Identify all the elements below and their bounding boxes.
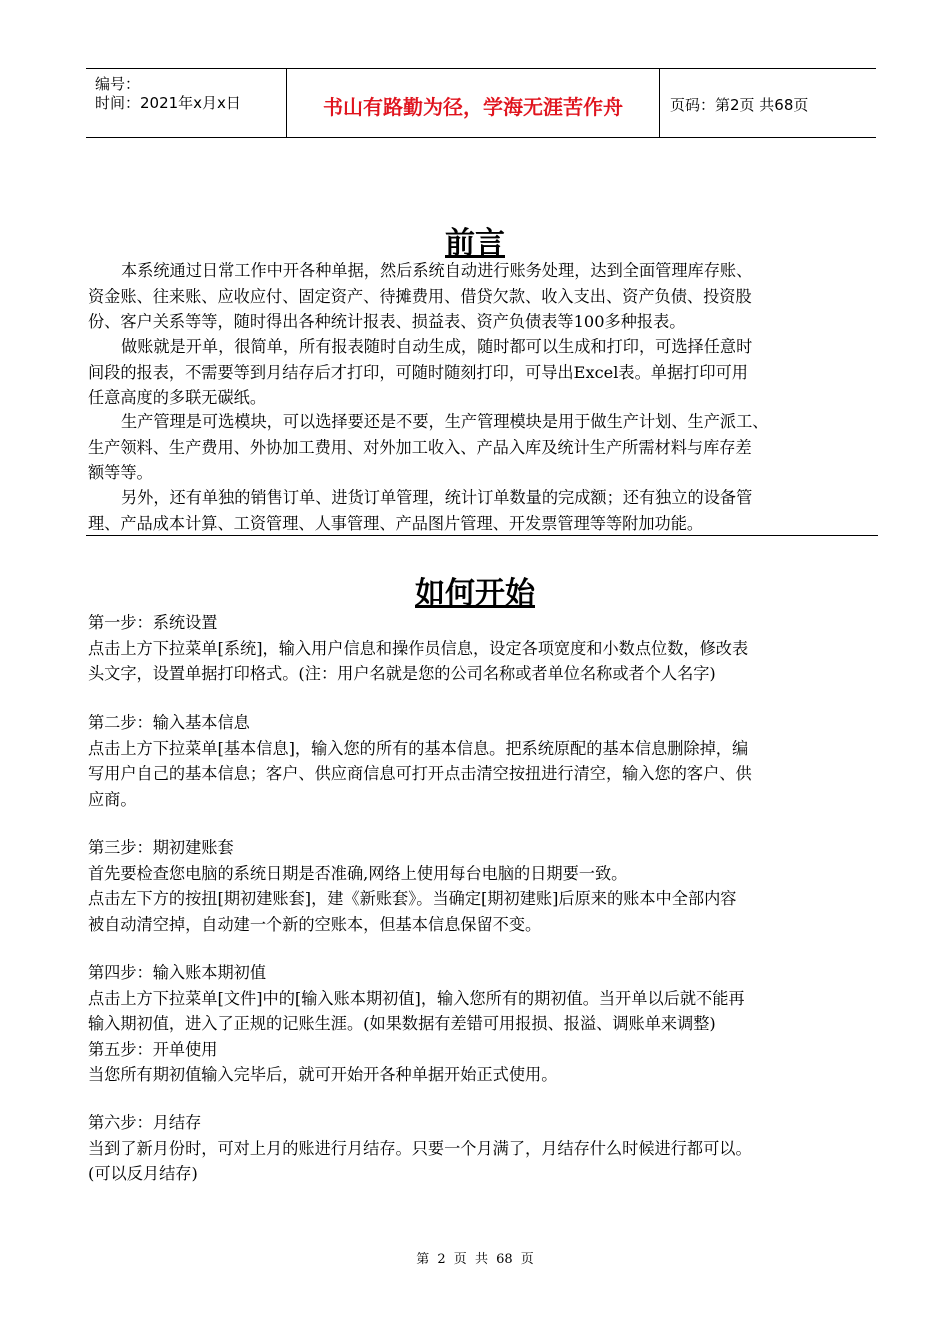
text-line: 点击上方下拉菜单[基本信息]，输入您的所有的基本信息。把系统原配的基本信息删除掉，编	[88, 738, 749, 758]
header-meta-cell	[86, 69, 287, 137]
text-line: 额等等。	[88, 463, 153, 483]
header-page-info: 页码：第2页 共68页	[670, 96, 809, 114]
preface-paragraph	[88, 258, 878, 335]
text-line: 被自动清空掉，自动建一个新的空账本，但基本信息保留不变。	[88, 914, 542, 934]
step-heading: 第三步：期初建账套	[88, 838, 234, 857]
preface-paragraph	[88, 485, 878, 536]
preface-title: 前言	[445, 226, 505, 261]
step-6-block	[88, 1110, 878, 1187]
text-line: 当您所有期初值输入完毕后，就可开始开各种单据开始正式使用。	[88, 1065, 558, 1085]
text-line: 头文字，设置单据打印格式。(注：用户名就是您的公司名称或者单位名称或者个人名字)	[88, 664, 716, 684]
text-line: 写用户自己的基本信息；客户、供应商信息可打开点击清空按扭进行清空，输入您的客户、供	[88, 764, 752, 784]
text-line: 另外，还有单独的销售订单、进货订单管理，统计订单数量的完成额；还有独立的设备管	[121, 488, 753, 507]
document-number-label: 编号：	[95, 75, 141, 93]
footer-page-number: 2	[437, 1252, 446, 1267]
text-line: 点击上方下拉菜单[系统]，输入用户信息和操作员信息，设定各项宽度和小数点位数，修改表	[88, 638, 749, 658]
text-line: 输入期初值，进入了正规的记账生涯。(如果数据有差错可用报损、报溢、调账单来调整)	[88, 1014, 716, 1034]
text-line: 生产领料、生产费用、外协加工费用、对外加工收入、产品入库及统计生产所需材料与库存差	[88, 437, 752, 457]
document-time-label: 时间：2021年x月x日	[95, 94, 241, 112]
footer-total-pages: 68	[496, 1252, 513, 1267]
step-heading: 第一步：系统设置	[88, 613, 218, 632]
text-line: 当到了新月份时，可对上月的账进行月结存。只要一个月满了，月结存什么时候进行都可以。	[88, 1138, 752, 1158]
text-line: (可以反月结存)	[88, 1164, 198, 1184]
text-line: 应商。	[88, 789, 137, 809]
footer-word: 页	[520, 1252, 534, 1267]
header-page-cell	[660, 69, 876, 137]
step-heading: 第四步：输入账本期初值	[88, 963, 267, 982]
text-line: 首先要检查您电脑的系统日期是否准确,网络上使用每台电脑的日期要一致。	[88, 863, 628, 883]
text-line: 点击左下方的按扭[期初建账套]，建《新账套》。当确定[期初建账]后原来的账本中全部内容	[88, 889, 737, 909]
footer-word: 共	[474, 1252, 488, 1267]
preface-paragraph	[88, 409, 878, 486]
text-line: 任意高度的多联无碳纸。	[88, 388, 267, 408]
step-heading: 第六步：月结存	[88, 1113, 202, 1132]
step-heading: 第五步：开单使用	[88, 1039, 218, 1059]
text-line: 生产管理是可选模块，可以选择要还是不要，生产管理模块是用于做生产计划、生产派工、	[121, 412, 769, 431]
text-line: 资金账、往来账、应收应付、固定资产、待摊费用、借贷欠款、收入支出、资产负债、投资股	[88, 286, 752, 306]
step-3-block	[88, 835, 878, 937]
preface-paragraph	[88, 334, 878, 411]
text-line: 点击上方下拉菜单[文件]中的[输入账本期初值]，输入您所有的期初值。当开单以后就不能再	[88, 988, 745, 1008]
step-2-block	[88, 710, 878, 812]
text-line: 做账就是开单，很简单，所有报表随时自动生成，随时都可以生成和打印，可选择任意时	[121, 337, 753, 356]
text-line: 份、客户关系等等，随时得出各种统计报表、损益表、资产负债表等100多种报表。	[88, 312, 686, 332]
footer-word: 页	[453, 1252, 467, 1267]
text-line: 间段的报表，不需要等到月结存后才打印，可随时随刻打印，可导出Excel表。单据打印可用	[88, 362, 748, 382]
page-header	[86, 68, 876, 138]
text-line: 本系统通过日常工作中开各种单据，然后系统自动进行账务处理，达到全面管理库存账、	[121, 261, 753, 280]
step-4-block	[88, 960, 878, 1088]
step-1-block	[88, 610, 878, 687]
header-motto: 书山有路勤为径，学海无涯苦作舟	[323, 95, 623, 119]
text-line: 理、产品成本计算、工资管理、人事管理、产品图片管理、开发票管理等等附加功能。	[88, 513, 704, 533]
start-title: 如何开始	[415, 576, 535, 611]
section-divider	[86, 535, 878, 536]
footer-word: 第	[416, 1252, 430, 1267]
step-heading: 第二步：输入基本信息	[88, 713, 250, 732]
header-motto-cell	[287, 69, 660, 137]
page-footer	[0, 1248, 950, 1267]
